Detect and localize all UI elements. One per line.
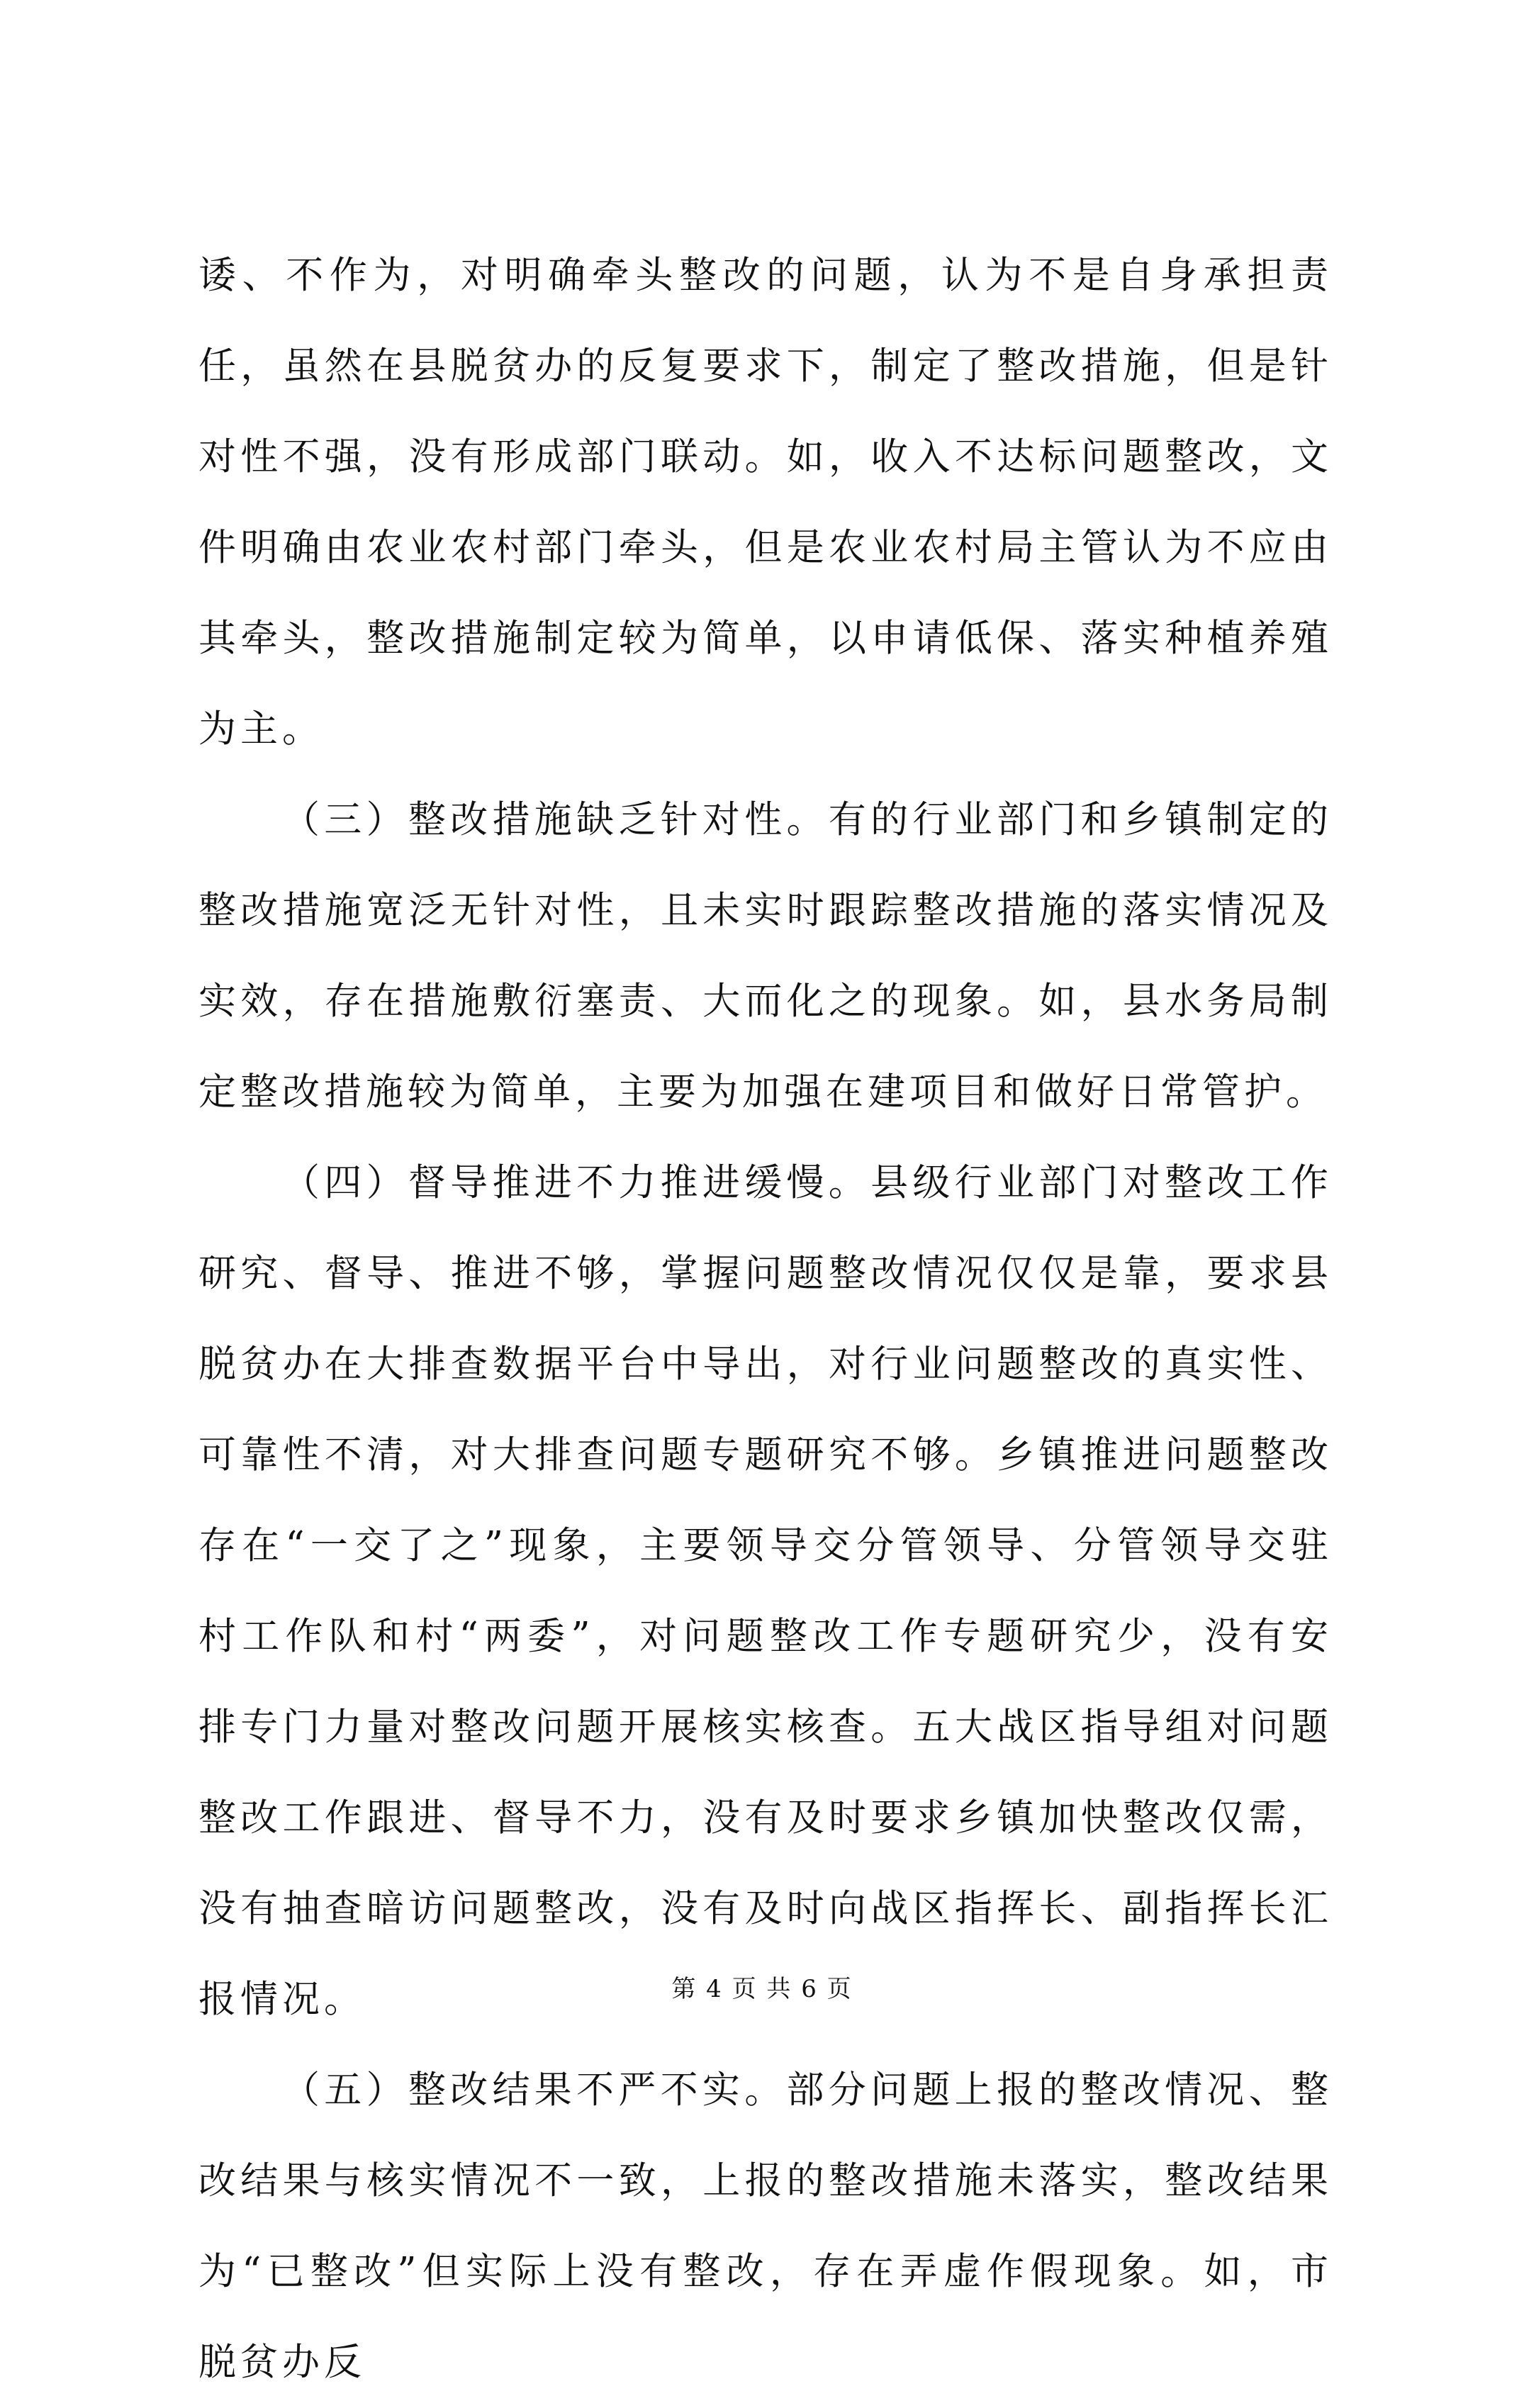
- document-body: [198, 230, 1333, 2408]
- paragraph-section-5: （五）整改结果不严不实。部分问题上报的整改情况、整改结果与核实情况不一致，上报的整改措施未落实，整改结果为“已整改”但实际上没有整改，存在弄虚作假现象。如，市脱贫办反: [198, 2068, 1333, 2384]
- paragraph-continuation: 诿、不作为，对明确牵头整改的问题，认为不是自身承担责任，虽然在县脱贫办的反复要求下，制定了整改措施，但是针对性不强，没有形成部门联动。如，收入不达标问题整改，文件明确由农业农村部门牵头，但是农业农村局主管认为不应由其牵头，整改措施制定较为简单，以申请低保、落实种植养殖为主。: [198, 254, 1333, 751]
- paragraph-section-3: （三）整改措施缺乏针对性。有的行业部门和乡镇制定的整改措施宽泛无针对性，且未实时跟踪整改措施的落实情况及实效，存在措施敷衍塞责、大而化之的现象。如，县水务局制定整改措施较为简单，主要为加强在建项目和做好日常管护。: [198, 798, 1333, 1114]
- page-number-footer: 第 4 页 共 6 页: [671, 1975, 853, 2003]
- paragraph-section-4: （四）督导推进不力推进缓慢。县级行业部门对整改工作研究、督导、推进不够，掌握问题整改情况仅仅是靠，要求县脱贫办在大排查数据平台中导出，对行业问题整改的真实性、可靠性不清，对大排查问题专题研究不够。乡镇推进问题整改存在“一交了之”现象，主要领导交分管领导、分管领导交驻村工作队和村“两委”，对问题整改工作专题研究少，没有安排专门力量对整改问题开展核实核查。五大战区指导组对问题整改工作跟进、督导不力，没有及时要求乡镇加快整改仅需，没有抽查暗访问题整改，没有及时向战区指挥长、副指挥长汇报情况。: [198, 1161, 1333, 2021]
